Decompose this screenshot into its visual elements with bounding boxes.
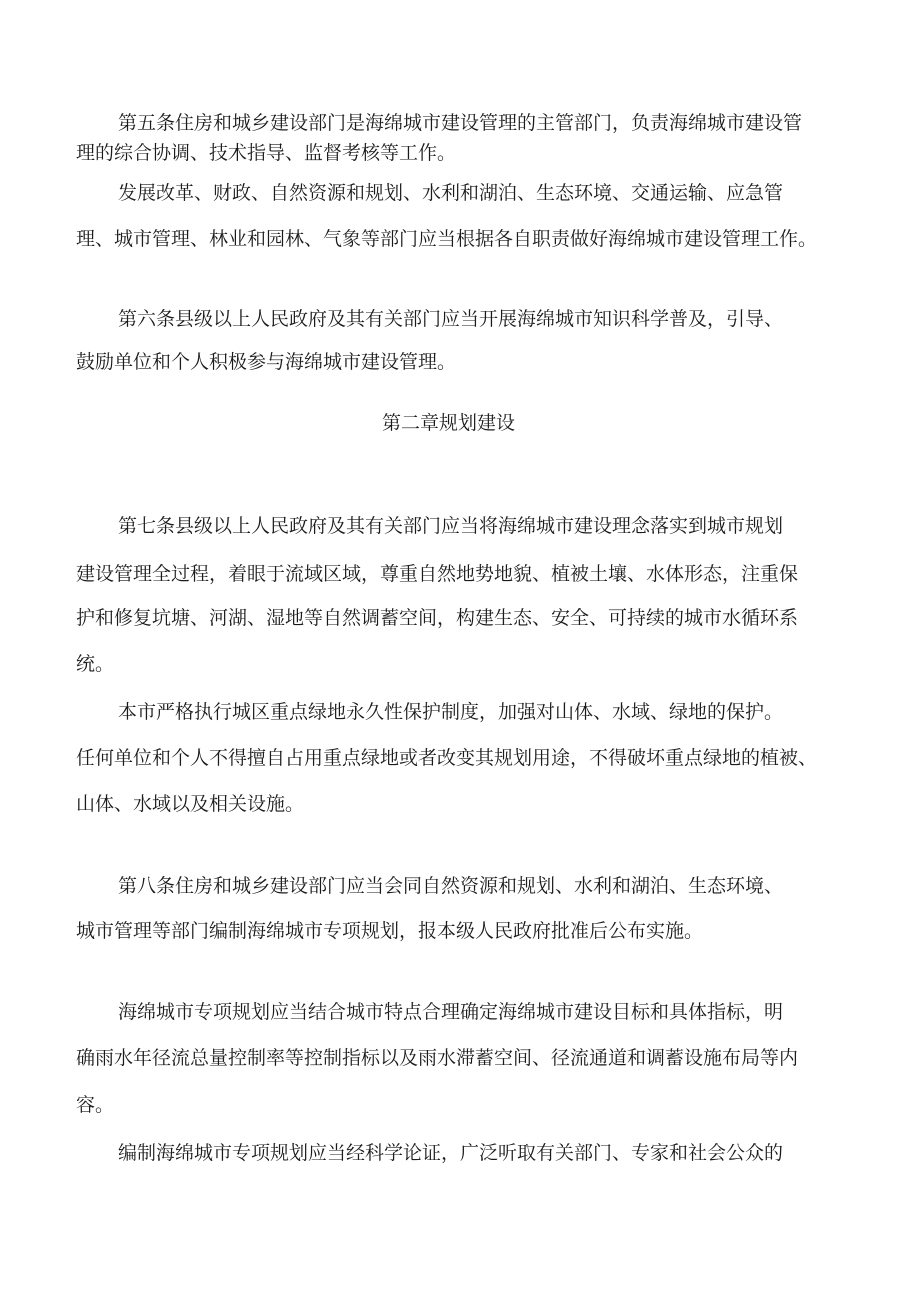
paragraph-line: 容。 — [76, 1094, 115, 1116]
paragraph-line: 第五条住房和城乡建设部门是海绵城市建设管理的主管部门，负责海绵城市建设管 — [118, 112, 803, 134]
paragraph-line: 本市严格执行城区重点绿地永久性保护制度，加强对山体、水域、绿地的保护。 — [118, 701, 784, 723]
paragraph-line: 城市管理等部门编制海绵城市专项规划，报本级人民政府批准后公布实施。 — [76, 920, 704, 942]
paragraph-line: 理的综合协调、技术指导、监督考核等工作。 — [76, 142, 457, 164]
paragraph-line: 第六条县级以上人民政府及其有关部门应当开展海绵城市知识科学普及，引导、 — [118, 308, 784, 330]
paragraph-line: 第八条住房和城乡建设部门应当会同自然资源和规划、水利和湖泊、生态环境、 — [118, 875, 784, 897]
paragraph-line: 任何单位和个人不得擅自占用重点绿地或者改变其规划用途，不得破坏重点绿地的植被、 — [76, 747, 818, 769]
paragraph-line: 护和修复坑塘、河湖、湿地等自然调蓄空间，构建生态、安全、可持续的城市水循环系 — [76, 607, 799, 629]
paragraph-line: 理、城市管理、林业和园林、气象等部门应当根据各自职责做好海绵城市建设管理工作。 — [76, 228, 818, 250]
paragraph-line: 编制海绵城市专项规划应当经科学论证，广泛听取有关部门、专家和社会公众的 — [118, 1142, 784, 1164]
paragraph-line: 鼓励单位和个人积极参与海绵城市建设管理。 — [76, 351, 457, 373]
paragraph-line: 发展改革、财政、自然资源和规划、水利和湖泊、生态环境、交通运输、应急管 — [118, 182, 784, 204]
paragraph-line: 海绵城市专项规划应当结合城市特点合理确定海绵城市建设目标和具体指标，明 — [118, 1001, 784, 1023]
paragraph-line: 统。 — [76, 653, 115, 675]
paragraph-line: 确雨水年径流总量控制率等控制指标以及雨水滞蓄空间、径流通道和调蓄设施布局等内 — [76, 1047, 799, 1069]
chapter-heading: 第二章规划建设 — [382, 412, 516, 434]
paragraph-line: 建设管理全过程，着眼于流域区域，尊重自然地势地貌、植被土壤、水体形态，注重保 — [76, 563, 799, 585]
paragraph-line: 山体、水域以及相关设施。 — [76, 793, 305, 815]
paragraph-line: 第七条县级以上人民政府及其有关部门应当将海绵城市建设理念落实到城市规划 — [118, 515, 784, 537]
